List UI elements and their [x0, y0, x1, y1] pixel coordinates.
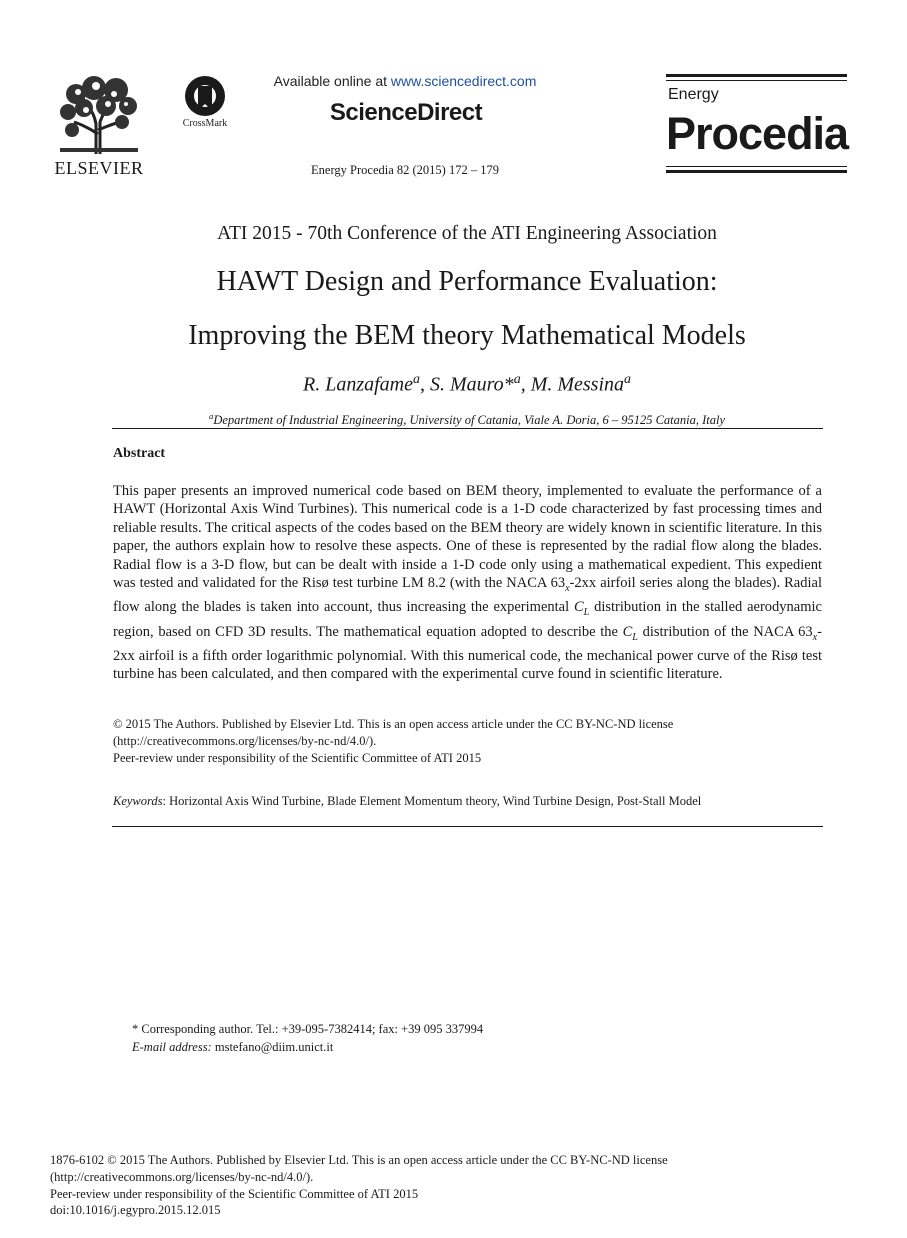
crossmark-label: CrossMark — [182, 118, 228, 129]
procedia-small-label: Energy — [668, 86, 719, 103]
journal-reference: Energy Procedia 82 (2015) 172 – 179 — [311, 163, 499, 177]
corresponding-contact: * Corresponding author. Tel.: +39-095-7382414; fax: +39 095 337994 — [132, 1022, 484, 1036]
procedia-rule-bottom-thin — [666, 166, 847, 167]
license-line: © 2015 The Authors. Published by Elsevier Ltd. This is an open access article under the CC BY-NC-ND license — [113, 717, 674, 731]
footer-peer-review: Peer-review under responsibility of the Scientific Committee of ATI 2015 — [50, 1186, 419, 1201]
available-online — [230, 73, 580, 89]
elsevier-logo — [50, 74, 148, 180]
affiliation — [50, 411, 884, 428]
paper-title-line1: HAWT Design and Performance Evaluation: — [216, 266, 718, 297]
crossmark-icon — [183, 74, 227, 118]
divider-bottom — [112, 826, 823, 827]
footer-doi[interactable]: doi:10.1016/j.egypro.2015.12.015 — [50, 1203, 221, 1218]
corresponding-footnote — [132, 1020, 483, 1056]
footer-license-link[interactable]: (http://creativecommons.org/licenses/by-nc-nd/4.0/). — [50, 1169, 314, 1184]
author-mark: a — [412, 372, 420, 387]
procedia-rule-bottom — [666, 170, 847, 173]
footer-issn-line: 1876-6102 © 2015 The Authors. Published by Elsevier Ltd. This is an open access article under the CC BY-NC-ND license — [50, 1153, 668, 1167]
author-name: M. Messina — [530, 373, 625, 396]
procedia-rule-top-thin — [666, 80, 847, 81]
paper-title-line2: Improving the BEM theory Mathematical Models — [188, 320, 746, 351]
license-block — [113, 716, 822, 767]
email-line — [132, 1038, 483, 1056]
conference-name: ATI 2015 - 70th Conference of the ATI Engineering Association — [217, 223, 717, 244]
abstract-body: This paper presents an improved numerical code based on BEM theory, implemented to evaluate the performance of a HAWT (Horizontal Axis Wind Turbines). This numerical code is a 1-D code characterized by fast processing times and reliable results. The critical aspects of the codes based on the BEM theory are widely known in scientific literature. In this paper, the authors explain how to resolve these aspects. One of these is represented by the radial flow along the blades. Radial flow is a 3-D flow, but can be dealt with inside a 1-D code only using a mathematical expedient. This expedient was tested and validated for the Risø test turbine LM 8.2 (with the NACA $63_x-2xx$ airfoil series along the blades). Radial flow along the blades is taken into account, thus increasing the experimental $C_L$ distribution in the stalled aerodynamic region, based on CFD 3D results. The mathematical equation adopted to describe the $C_L$ distribution of the NACA $63_x-2xx$ airfoil is a fifth order logarithmic polynomial. With this numerical code, the mechanical power curve of the Risø test turbine has been calculated, and then compared with the experimental curve found in scientific literature. — [113, 483, 822, 683]
sciencedirect-link[interactable]: www.sciencedirect.com — [390, 73, 537, 89]
procedia-rule-top — [666, 74, 847, 77]
author-name: R. Lanzafame — [302, 373, 413, 396]
page-footer — [50, 1152, 750, 1219]
available-prefix: Available online at — [273, 73, 391, 89]
affiliation-text: Department of Industrial Engineering, University of Catania, Viale A. Doria, 6 – 95125 Catania, Italy — [213, 413, 726, 428]
elsevier-wordmark: ELSEVIER — [54, 158, 144, 178]
keywords-label: Keywords — [113, 794, 163, 808]
sciencedirect-wordmark: ScienceDirect — [329, 99, 483, 126]
keywords — [113, 794, 822, 809]
email-address[interactable]: mstefano@diim.unict.it — [211, 1040, 334, 1054]
peer-review-line: Peer-review under responsibility of the Scientific Committee of ATI 2015 — [113, 751, 482, 765]
energy-procedia-logo — [666, 74, 847, 178]
license-link[interactable]: (http://creativecommons.org/licenses/by-nc-nd/4.0/). — [113, 734, 377, 748]
divider-top — [112, 428, 823, 429]
author-mark: a — [513, 372, 521, 387]
author-name: S. Mauro* — [429, 373, 514, 396]
elsevier-tree-icon — [56, 74, 142, 156]
procedia-big-label: Procedia — [666, 108, 849, 159]
abstract-heading: Abstract — [113, 446, 166, 461]
keywords-list: : Horizontal Axis Wind Turbine, Blade Element Momentum theory, Wind Turbine Design, Post-Stall Model — [162, 794, 702, 808]
crossmark-badge[interactable] — [174, 74, 236, 134]
author-list: R. Lanzafame$^a$, S. Mauro*$^a$, M. Messina$^a$ — [302, 372, 632, 396]
affiliation-mark: a — [208, 411, 214, 421]
author-mark: a — [624, 372, 632, 387]
email-label: E-mail address: — [132, 1040, 212, 1054]
